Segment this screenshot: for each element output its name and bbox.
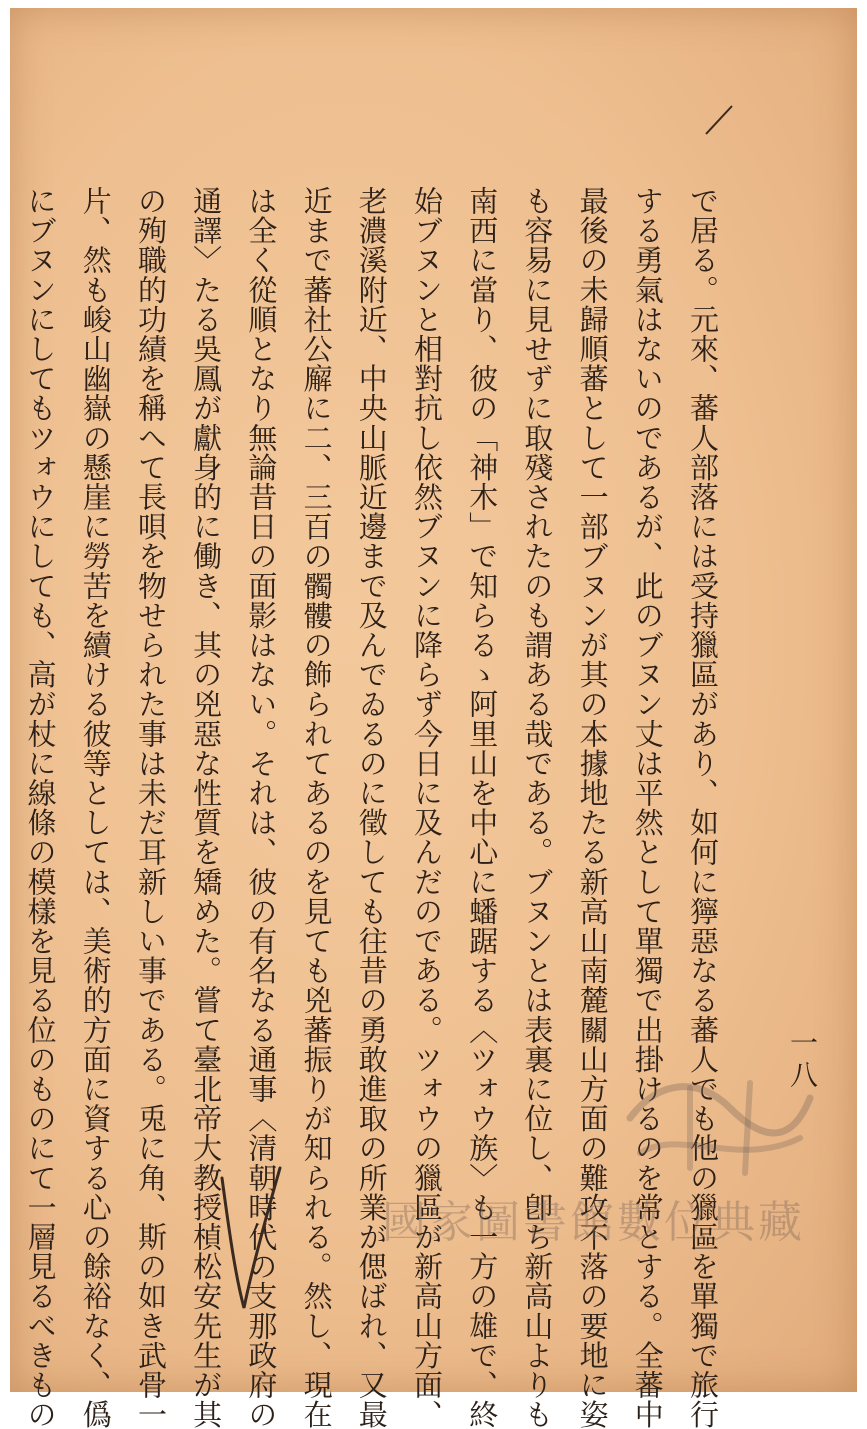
taiwan-memory-logo-watermark — [620, 1058, 820, 1188]
pencil-check-mark — [210, 1158, 290, 1318]
text-line: 近まで蕃社公廨に二、三百の髑髏の飾られてあるのを見ても兇蕃振りが知られる。然し、現在 — [299, 186, 334, 1429]
text-line: にブヌンにしてもツォウにしても、高が杖に線條の模樣を見る位のものにて一層見るべきもの — [23, 186, 58, 1429]
scanned-page — [10, 8, 857, 1429]
text-line: 片、然も峻山幽嶽の懸崖に勞苦を續ける彼等としては、美術的方面に資する心の餘裕なく、僞 — [78, 186, 113, 1429]
text-line: 老濃溪附近、中央山脈近邊まで及んでゐるのに徵しても往昔の勇敢進取の所業が偲ばれ、又最 — [354, 186, 389, 1429]
text-line: の殉職的功績を稱へて長唄を物せられた事は未だ耳新しい事である。兎に角、斯の如き武骨一 — [133, 186, 168, 1429]
text-line: は全く從順となり無論昔日の面影はない。それは、彼の有名なる通事〈清朝時代の支那政府の — [244, 186, 279, 1429]
text-line: も容易に見せずに取殘されたのも謂ある哉である。ブヌンとは表裏に位し、卽ち新高山よりも — [520, 186, 555, 1429]
text-line: 始ブヌンと相對抗し依然ブヌンに降らず今日に及んだのである。ツォウの獵區が新高山方面、 — [409, 186, 444, 1429]
text-line: する勇氣はないのであるが、此のブヌン丈は平然として單獨で出掛けるのを常とする。全蕃中 — [630, 186, 665, 1429]
page-number: 一八 — [786, 1028, 819, 1092]
text-line: 最後の未歸順蕃として一部ブヌンが其の本據地たる新高山南麓關山方面の難攻不落の要地に姿 — [575, 186, 610, 1429]
text-line: で居る。元來、蕃人部落には受持獵區があり、如何に獰惡なる蕃人でも他の獵區を單獨で旅行 — [686, 186, 720, 1429]
ink-stroke-mark — [700, 100, 740, 140]
library-watermark-label: 國家圖書館數位典藏 — [382, 1197, 805, 1248]
text-line: 通譯〉たる吳鳳が獻身的に働き、其の兇惡な性質を矯めた。嘗て臺北帝大教授楨松安先生が其 — [189, 186, 224, 1429]
text-line: 南西に當り、彼の「神木」で知らるゝ阿里山を中心に蟠踞する〈ツォウ族〉も一方の雄で、終 — [465, 186, 500, 1429]
